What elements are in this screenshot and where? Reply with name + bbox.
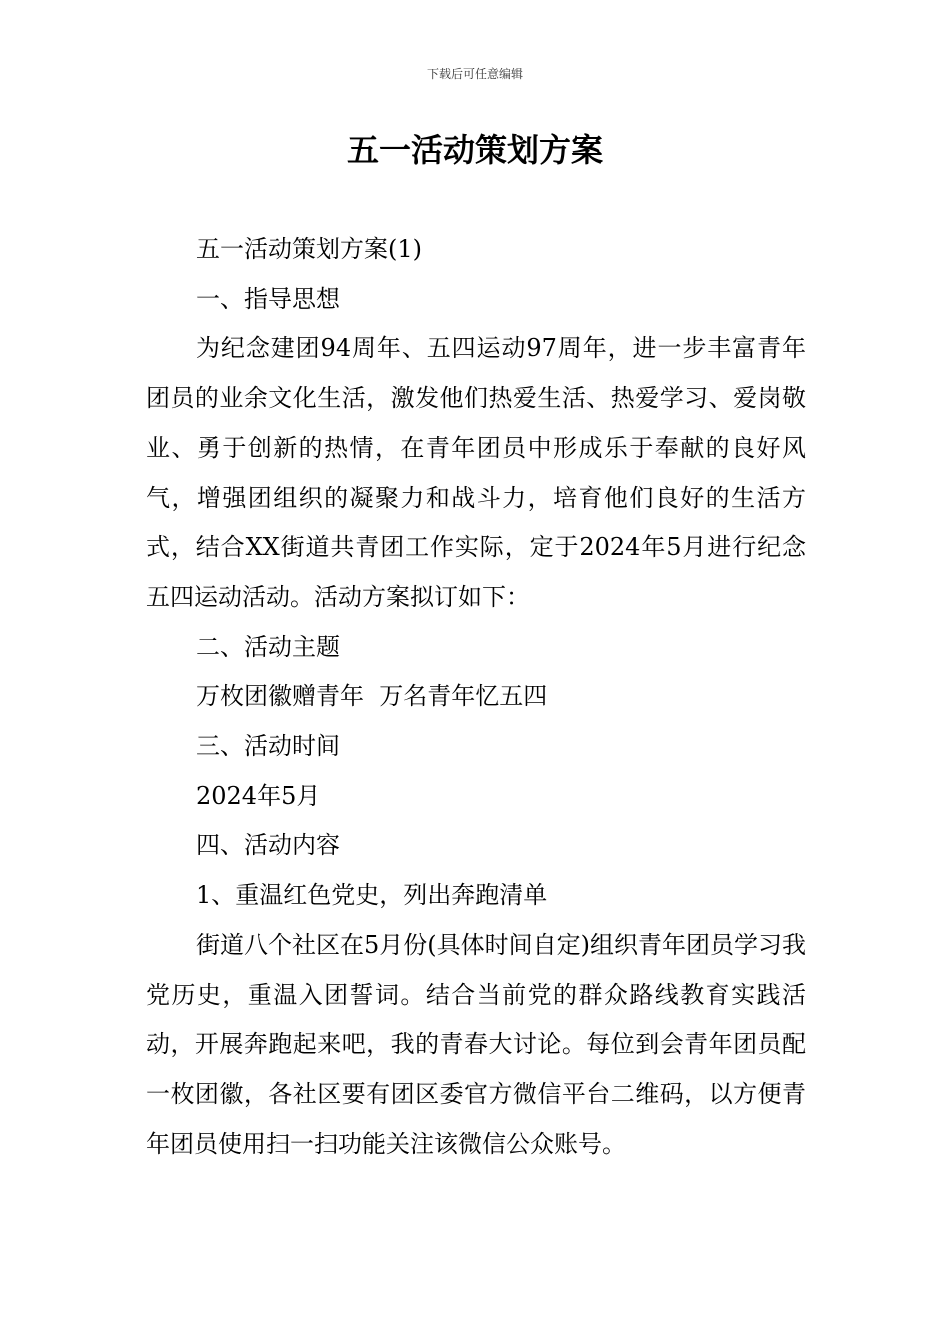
time-text: 2024年5月 [196, 781, 321, 810]
header-note: 下载后可任意编辑 [426, 67, 523, 81]
subtitle-paragraph: 五一活动策划方案(1) [196, 235, 422, 263]
section-heading-guiding-ideology: 一、指导思想 [196, 284, 340, 313]
body-paragraph: 为纪念建团94周年、五四运动97周年，进一步丰富青年团员的业余文化生活，激发他们热爱生活、热爱学习、爱岗敬业、勇于创新的热情，在青年团员中形成乐于奉献的良好风气，增强团组织的凝聚力和战斗力，培育他们良好的生活方式，结合XX街道共青团工作实际，定于2024年5月进行纪念五四运动活动。活动方案拟订如下： [146, 334, 806, 611]
theme-text: 万枚团徽赠青年 万名青年忆五四 [196, 682, 548, 711]
section-heading-theme: 二、活动主题 [196, 632, 340, 661]
document-body [146, 225, 806, 1169]
body-paragraph: 街道八个社区在5月份(具体时间自定)组织青年团员学习我党历史，重温入团誓词。结合当前党的群众路线教育实践活动，开展奔跑起来吧，我的青春大讨论。每位到会青年团员配一枚团徽，各社区要有团区委官方微信平台二维码，以方便青年团员使用扫一扫功能关注该微信公众账号。 [146, 930, 806, 1158]
document-title: 五一活动策划方案 [346, 131, 603, 169]
section-heading-content: 四、活动内容 [196, 831, 340, 860]
section-heading-time: 三、活动时间 [196, 732, 340, 761]
subsection-heading: 1、重温红色党史，列出奔跑清单 [196, 881, 548, 910]
